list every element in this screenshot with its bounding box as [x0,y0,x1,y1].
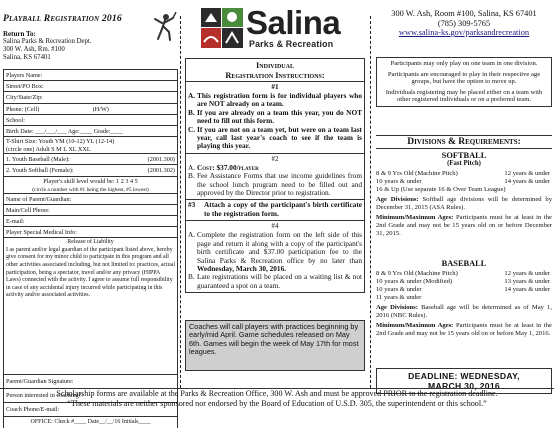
registration-form-column [3,2,178,426]
age-cell: 11 years & under [376,294,422,301]
item-letter: B. [188,171,195,181]
baseball-option-label: 1. Youth Baseball (Male): [6,156,70,164]
instructions-heading [186,59,364,82]
instruction-section-3 [186,200,364,221]
deadline-line: MARCH 30, 2016 [427,381,501,391]
text: Baseball age will be determined as of May 1, 2016 (NBC Rules). [376,304,553,319]
instruction-section-2 [186,154,364,201]
item-letter: A. [188,230,196,240]
item-letter: B. [188,107,195,117]
instruction-item [188,109,362,126]
item-text: If you are already on a team this year, you do NOT need to fill out this form. [197,107,362,126]
tshirt-line: T-Shirt Size: Youth YM (10-12) YL (12-14) [6,138,115,146]
age-row [376,286,552,294]
salina-logo [201,6,351,54]
divisions-column [376,2,553,391]
age-cell: 16 & Up (Use separate 16 & Over Team League) [376,186,506,193]
baseball-option-code: (2001.300) [147,156,175,164]
age-row [376,270,552,278]
label: Minimum/Maximum Ages: [376,322,454,329]
item-text: This registration form is for individual players who are NOT already on a team. [197,91,362,109]
skill-level-field[interactable] [4,177,177,194]
age-cell: 8 & 9 Yrs Old (Machine Pitch) [376,270,458,277]
players-name-field[interactable]: Players Name: [4,70,177,81]
skill-line: Player's skill level would be: 1 2 3 4 5 [43,177,138,185]
parks-recreation-logo-icon [201,8,243,48]
phone-cell-label: Phone: (Cell) [6,105,40,113]
sport-name: BASEBALL [441,259,487,268]
guardian-field[interactable]: Name of Parent/Guardian: [4,194,177,205]
coaches-note: Coaches will call players with practices beginning by early/mid April. Game schedules released on May 6th. Games will begin the week of May 17th for most leagues. [185,320,365,371]
cut-line [370,16,371,388]
participation-notes [376,57,552,107]
text: Participants must be at least in the 2nd Grade and may not be 15 years old on or before December 31, 2015. [376,214,552,237]
return-line: Salina, KS 67401 [3,54,51,61]
school-field[interactable]: School: [4,115,177,126]
coach-contact-field[interactable]: Coach Phone/E-mail: [4,403,177,417]
text: Softball age divisions will be determined by December 31, 2015 (ASA Rules). [376,196,552,211]
note-item: Participants may only play on one team in one division. [390,60,538,67]
age-cell: 10 years & under [376,178,422,185]
instruction-item [188,201,362,218]
medical-info-field[interactable]: Player Special Medical Info: [4,227,177,238]
page-title: Playball Registration 2016 [3,13,122,24]
city-field[interactable]: City/State/Zip: [4,92,177,103]
softball-option-label: 2. Youth Softball (Female): [6,167,74,175]
age-cell: 12 years & under [504,270,550,277]
label: Minimum/Maximum Ages: [376,214,454,221]
baseball-option[interactable] [4,154,177,165]
instructions-box [185,58,365,293]
footer [0,389,554,409]
instructions-heading-line: Individual [256,61,294,70]
address-phone: (785) 309-5765 [437,18,491,28]
instruction-item [188,172,362,197]
instruction-item [188,92,362,109]
return-line: Salina Parks & Recreation Dept. [3,38,92,45]
softball-option[interactable] [4,165,177,176]
age-row [376,186,552,194]
age-row [376,278,552,286]
min-max-ages-text [376,322,552,338]
age-divisions-text [376,304,552,320]
item-text: Attach a copy of the participant's birth certificate to the registration form. [204,200,362,218]
age-cell: 12 years & under [504,170,550,177]
instruction-item [188,231,362,273]
address-line: 300 W. Ash, Room #100, Salina, KS 67401 [391,9,537,18]
release-of-liability [4,238,177,375]
note-item: Participants are encouraged to play in their respective age groups, but have the option to move up. [387,70,541,85]
cost-text: Cost: $37.00/player [197,162,259,172]
age-cell: 10 years & under [376,286,422,293]
age-row [376,294,552,302]
note-item: Individuals registering may be placed either on a team with other registered individuals or on a preferred team. [385,88,543,103]
softball-option-code: (2001.302) [147,167,175,175]
item-letter: C. [188,124,196,134]
return-line: 300 W. Ash, Rm. #100 [3,46,65,53]
age-divisions-text [376,196,552,212]
item-text: Complete the registration form on the left side of this page and return it along with a copy of the participant's birth certificate and $37.00 participation fee to the Salina Parks & Recreation office by no later than [197,230,362,265]
instructions-heading-line: Registration Instructions: [225,70,325,80]
tshirt-line: (circle one) Adult S M L XL XXL [6,146,91,154]
label: Age Divisions: [376,304,418,311]
registration-form [3,69,178,428]
label: Age Divisions: [376,196,419,203]
age-row [376,178,552,186]
skill-note: (circle a number with #1 being the highest, #5 lowest) [32,186,149,193]
softball-section [376,151,552,238]
item-letter: A. [188,91,196,100]
footer-line: Scholarship forms are available at the Parks & Recreation Office, 300 W. Ash and must be approved PRIOR to the registration deadline. [56,389,498,398]
age-row [376,170,552,178]
street-field[interactable]: Street/PO Box: [4,81,177,92]
return-address [3,30,92,62]
baseball-section [376,259,552,338]
age-cell: 13 years & under [504,278,550,285]
birth-date-field[interactable]: Birth Date: ___/___/___ Age:____ Grade:____ [4,126,177,137]
footer-line: “These materials are neither sponsored nor endorsed by the Board of Education of U.S.D. 305, the superintendent or this school.” [67,398,487,408]
office-address [376,2,552,38]
section-number: #4 [271,222,279,231]
phone-hw-label: (H/W) [92,105,109,113]
item-text: If you are not on a team yet, but were on a team last year, call last year's coach to see if the team is playing this year. [197,124,362,151]
deadline-date-text: Wednesday, March 30, 2016. [197,263,287,273]
instruction-item [188,126,362,151]
email-field[interactable]: E-mail: [4,216,177,227]
section-number: #2 [271,154,279,163]
baseball-player-icon [151,12,177,42]
section-number: #3 [188,200,196,210]
main-phone-field[interactable]: Main/Cell Phone: [4,205,177,216]
deadline-line: DEADLINE: WEDNESDAY, [408,371,520,381]
instruction-section-1 [186,82,364,154]
signature-field[interactable]: Parent/Guardian Signature: [4,375,177,389]
item-letter: A. [188,162,196,172]
age-cell: 8 & 9 Yrs Old (Machine Pitch) [376,170,458,177]
age-cell: 14 years & under [504,286,550,293]
min-max-ages-text [376,214,552,238]
liability-heading: Release of Liability [67,239,114,246]
age-cell: 10 years & under (Modified) [376,278,453,285]
cut-line [180,16,181,388]
age-cell: 14 years & under [504,178,550,185]
sport-subtitle: (Fast Pitch) [447,160,481,167]
website-link[interactable]: www.salina-ks.gov/parksandrecreation [398,28,530,38]
office-use-field: OFFICE: Check #____ Date__/__/16 Initials____ [30,419,151,426]
coaching-field[interactable]: Person interested in coaching?: [4,389,177,403]
section-number: #1 [271,83,279,91]
tshirt-size-field[interactable] [4,137,177,154]
phone-field[interactable] [4,104,177,115]
instruction-item [188,273,362,290]
item-text: Late registrations will be placed on a waiting list & not guaranteed a spot on a team. [197,272,362,290]
logo-wordmark: Salina [246,4,341,41]
text: Participants must be at least in the 2nd Grade and may not be 15 years old on or before May 1, 2016. [376,322,552,337]
item-text: Fee Assistance Forms that use income guidelines from the school lunch program need to be filled out and approved by the Director prior to registration. [197,171,362,198]
return-to-label: Return To: [3,30,36,38]
instruction-section-4 [186,221,364,292]
sport-name: SOFTBALL [441,151,487,160]
logo-subtitle: Parks & Recreation [249,39,334,49]
divisions-heading: Divisions & Requirements: [376,135,552,149]
item-letter: B. [188,272,195,282]
liability-text: I as parent and/or legal guardian of the participant listed above, hereby give consent for my minor child to participate in this program and all other activities associated including, but not limited to: practices, actual participation, being a spectator, travel and/or any privacy (HIPPA Laws) connected with the activity. I agree to assume full responsibility in case of any accidental injury incurred while participating in this activity and/or associated activities. [6,246,175,299]
